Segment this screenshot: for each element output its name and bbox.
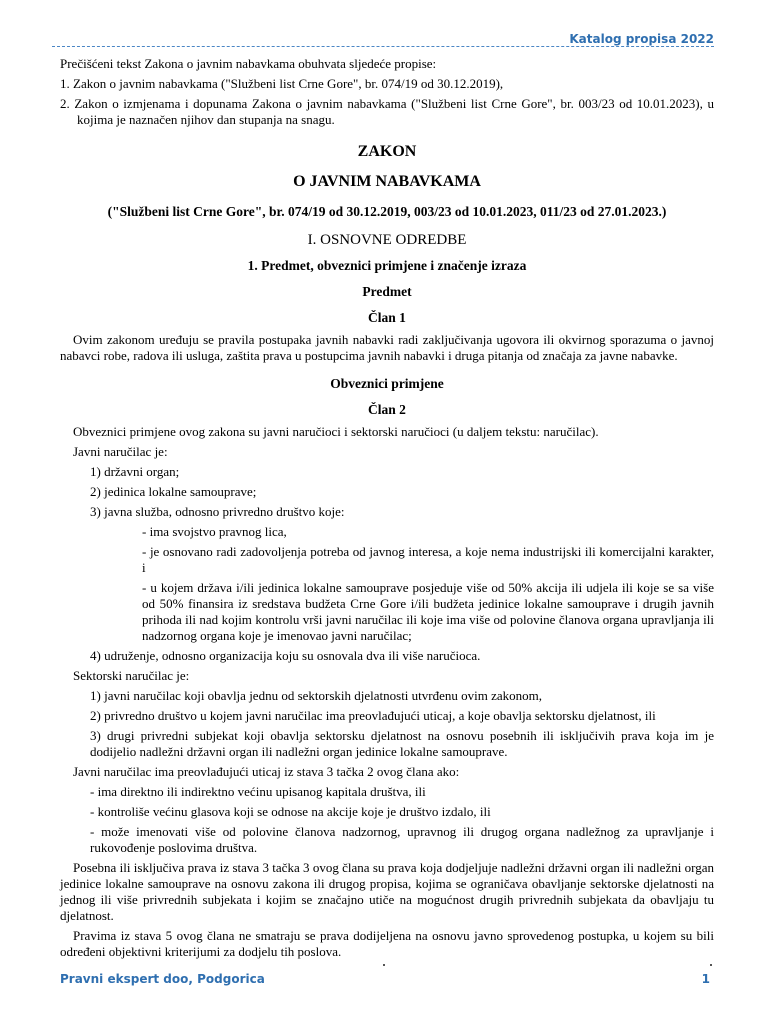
influence-dash-item: - može imenovati više od polovine članova nadzornog, upravnog ili drugog organa nadležnog za upravljanje i rukovođenje poslovima društva.: [90, 824, 714, 855]
footer-company: Pravni ekspert doo, Podgorica: [60, 972, 265, 986]
header-divider: [52, 46, 714, 47]
sector-list-item: 2) privredno društvo u kojem javni naručilac ima preovlađujući uticaj, a koje obavlja sektorsku djelatnost, ili: [90, 708, 656, 723]
page-number: 1: [701, 972, 710, 986]
sector-list-item: 1) javni naručilac koji obavlja jednu od sektorskih djelatnosti utvrđenu ovim zakonom,: [90, 688, 543, 703]
article-2-para-3: Sektorski naručilac je:: [73, 668, 190, 683]
article-1-heading: Član 1: [368, 310, 406, 325]
article-2-para-6: Pravima iz stava 5 ovog člana ne smatraju se prava dodijeljena na osnovu javno sprovedenog postupka, u kojem su bili određeni objektivni kriterijumi za dodjelu tih poslova.: [60, 928, 714, 959]
article-2-para-2: Javni naručilac je:: [73, 444, 168, 459]
law-gazette: ("Službeni list Crne Gore", br. 074/19 od 30.12.2019, 003/23 od 10.01.2023, 011/23 od 27.01.2023.): [107, 204, 667, 219]
public-list-item: 3) javna služba, odnosno privredno društvo koje:: [90, 504, 345, 519]
public-list-item: 1) državni organ;: [90, 464, 180, 479]
criteria-dash-item: - u kojem država i/ili jedinica lokalne samouprave posjeduje više od 50% akcija ili udjela ili koje se sa više od 50% finansira iz sredstava budžeta Crne Gore i/ili budžeta jedinice lokalne samouprave i drugih javnih prihoda ili nad kojim kontrolu vrši javni naručilac ili koje ima više od polovine članova organa upravljanja ili nadzornog organa koje je imenovao javni naručilac;: [142, 580, 714, 643]
subject-heading: Predmet: [362, 284, 412, 299]
law-title: ZAKON: [357, 143, 417, 160]
intro-lead: Prečišćeni tekst Zakona o javnim nabavkama obuhvata sljedeće propise:: [60, 56, 437, 71]
influence-dash-item: - kontroliše većinu glasova koji se odnose na akcije koje je društvo izdalo, ili: [90, 804, 491, 819]
criteria-dash-item: - je osnovano radi zadovoljenja potreba od javnog interesa, a koje nema industrijski ili komercijalni karakter, i: [142, 544, 714, 575]
article-2-para-5: Posebna ili isključiva prava iz stava 3 tačka 3 ovog člana su prava koja dodjeljuje nadležni državni organ ili nadležni organ jedinice lokalne samouprave na osnovu zakona ili drugog propisa, kojima se ograničava obavljanje sektorske djelatnosti na jednog ili više privrednih subjekata i kojim se značajno utiče na mogućnost drugih privrednih subjekata da obavljaju tu djelatnost.: [60, 860, 714, 923]
influence-dash-item: - ima direktno ili indirektno većinu upisanog kapitala društva, ili: [90, 784, 426, 799]
article-2-para-1: Obveznici primjene ovog zakona su javni naručioci i sektorski naručioci (u daljem tekstu: naručilac).: [73, 424, 599, 439]
law-subtitle: O JAVNIM NABAVKAMA: [293, 173, 481, 190]
public-list-item: 4) udruženje, odnosno organizacija koju su osnovala dva ili više naručioca.: [90, 648, 481, 663]
document-body: [60, 56, 714, 964]
obligees-heading: Obveznici primjene: [330, 376, 444, 391]
public-list-item: 2) jedinica lokalne samouprave;: [90, 484, 257, 499]
part-heading: I. OSNOVNE ODREDBE: [307, 232, 467, 248]
criteria-dash-item: - ima svojstvo pravnog lica,: [142, 524, 287, 539]
intro-item-2: 2. Zakon o izmjenama i dopunama Zakona o javnim nabavkama ("Službeni list Crne Gore", br. 003/23 od 10.01.2023), u kojima je naznačen njihov dan stupanja na snagu.: [60, 96, 714, 127]
page-dot: [383, 964, 385, 966]
catalog-title: Katalog propisa 2022: [569, 32, 714, 46]
section-heading: 1. Predmet, obveznici primjene i značenje izraza: [247, 258, 527, 273]
sector-list-item: 3) drugi privredni subjekat koji obavlja sektorsku djelatnost na osnovu posebnih ili isključivih prava koja im je dodijelio nadležni državni organ ili nadležni organ jedinice lokalne samouprave.: [90, 728, 714, 759]
intro-item-1: 1. Zakon o javnim nabavkama ("Službeni list Crne Gore", br. 074/19 od 30.12.2019),: [60, 76, 504, 91]
article-2-heading: Član 2: [368, 402, 406, 417]
article-2-para-4: Javni naručilac ima preovlađujući uticaj iz stava 3 tačka 2 ovog člana ako:: [73, 764, 460, 779]
article-1-text: Ovim zakonom uređuju se pravila postupaka javnih nabavki radi zaključivanja ugovora ili okvirnog sporazuma o javnoj nabavci robe, radova ili usluga, zaštita prava u postupcima javnih nabavki i druga pitanja od značaja za javne nabavke.: [60, 332, 714, 363]
page-dot: [710, 964, 712, 966]
